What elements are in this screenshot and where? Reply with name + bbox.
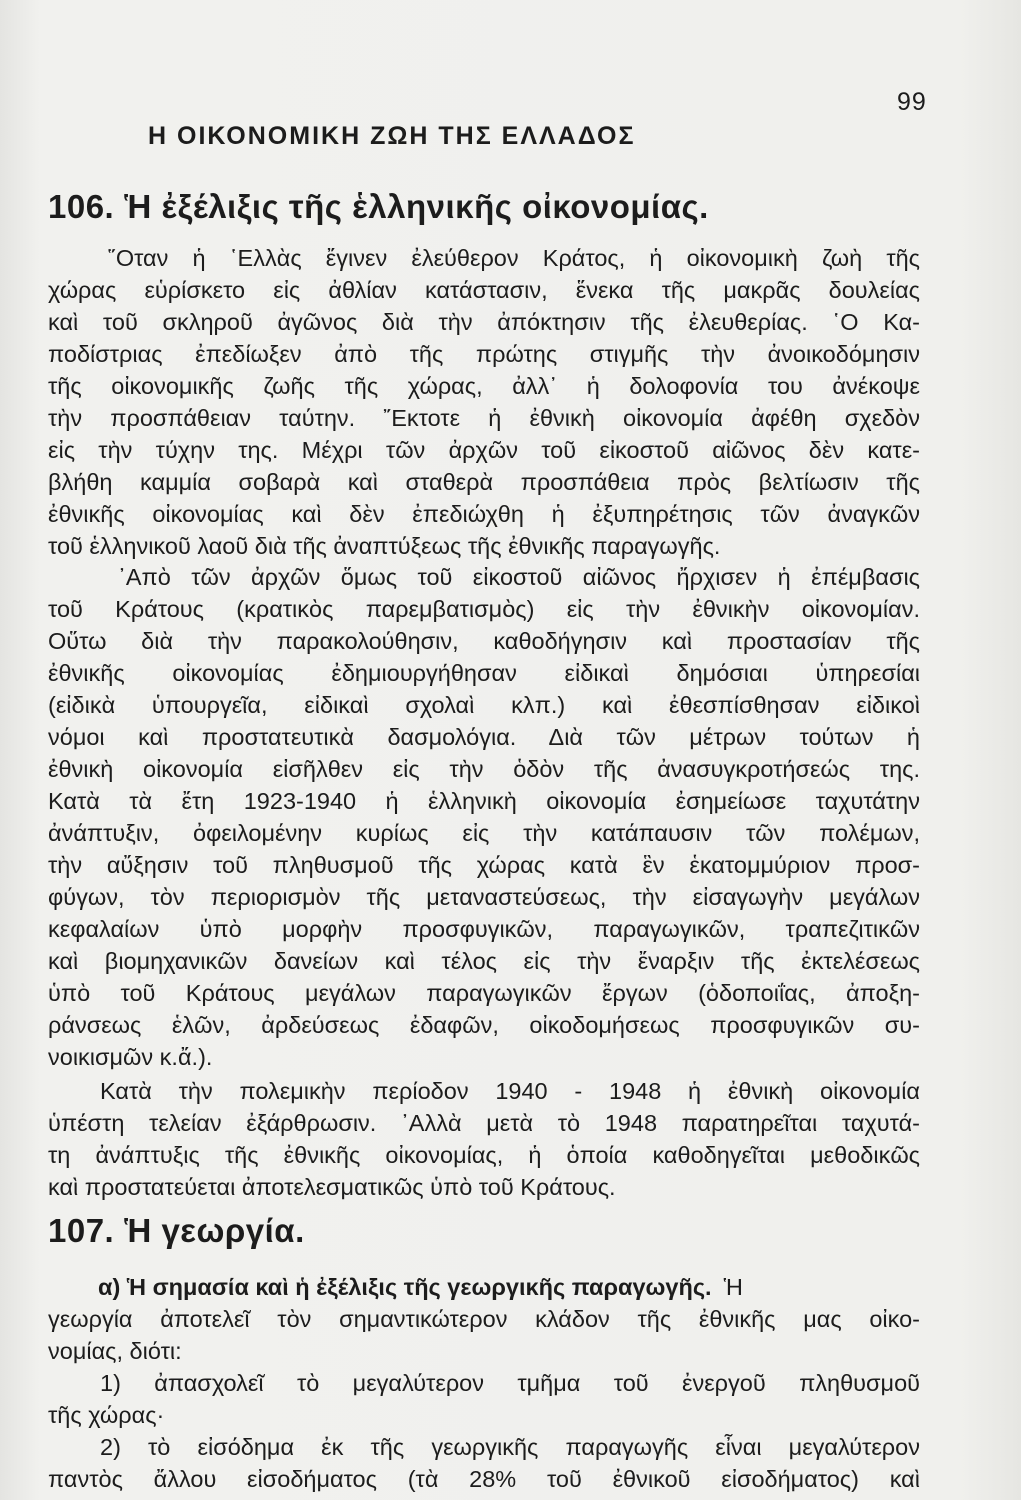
list-item: 2) τὸ εἰσόδημα ἐκ τῆς γεωργικῆς παραγωγῆς εἶναι μεγαλύτερον xyxy=(100,1434,920,1460)
paragraph-line: (εἰδικὰ ὑπουργεῖα, εἰδικαὶ σχολαὶ κλπ.) καὶ ἐθεσπίσθησαν εἰδικοὶ xyxy=(48,692,920,718)
list-item-continuation: παντὸς ἄλλου εἰσοδήματος (τὰ 28% τοῦ ἐθνικοῦ εἰσοδήματος) καὶ xyxy=(48,1466,920,1492)
paragraph-line: ράνσεως ἑλῶν, ἀρδεύσεως ἐδαφῶν, οἰκοδομήσεως προσφυγικῶν συ- xyxy=(48,1012,920,1038)
paragraph-line: τὴν προσπάθειαν ταύτην. ῎Εκτοτε ἡ ἐθνικὴ οἰκονομία ἀφέθη σχεδὸν xyxy=(48,405,920,431)
subsection-a-line xyxy=(48,1272,920,1302)
paragraph-line: τοῦ Κράτους (κρατικὸς παρεμβατισμὸς) εἰς τὴν ἐθνικὴν οἰκονομίαν. xyxy=(48,596,920,622)
paragraph-line: νόμοι καὶ προστατευτικὰ δασμολόγια. Διὰ τῶν μέτρων τούτων ἡ xyxy=(48,724,920,750)
paragraph-line: τῆς οἰκονομικῆς ζωῆς τῆς χώρας, ἀλλ᾿ ἡ δολοφονία του ἀνέκοψε xyxy=(48,373,920,399)
paragraph-line: χώρας εὑρίσκετο εἰς ἀθλίαν κατάστασιν, ἕνεκα τῆς μακρᾶς δουλείας xyxy=(48,277,920,303)
paragraph-line: ποδίστριας ἐπεδίωξεν ἀπὸ τῆς πρώτης στιγμῆς τὴν ἀνοικοδόμησιν xyxy=(48,341,920,367)
list-item: 1) ἀπασχολεῖ τὸ μεγαλύτερον τμῆμα τοῦ ἐνεργοῦ πληθυσμοῦ xyxy=(100,1370,920,1396)
section-107-title: Ἡ γεωργία. xyxy=(124,1212,305,1249)
paragraph-line: τοῦ ἑλληνικοῦ λαοῦ διὰ τῆς ἀναπτύξεως τῆς ἐθνικῆς παραγωγῆς. xyxy=(48,533,721,559)
paragraph-line: ᾿Απὸ τῶν ἀρχῶν ὅμως τοῦ εἰκοστοῦ αἰῶνος ἤρχισεν ἡ ἐπέμβασις xyxy=(118,564,920,590)
paragraph-line: Κατὰ τὰ ἔτη 1923-1940 ἡ ἑλληνικὴ οἰκονομία ἐσημείωσε ταχυτάτην xyxy=(48,788,920,814)
paragraph-line: ἐθνικῆς οἰκονομίας καὶ δὲν ἐπεδιώχθη ἡ ἐξυπηρέτησις τῶν ἀναγκῶν xyxy=(48,501,920,527)
paragraph-line: Κατὰ τὴν πολεμικὴν περίοδον 1940 - 1948 ἡ ἐθνικὴ οἰκονομία xyxy=(100,1078,920,1104)
subsection-a-heading: α) Ἡ σημασία καὶ ἡ ἐξέλιξις τῆς γεωργικῆς παραγωγῆς. xyxy=(98,1274,712,1300)
paragraph-line: γεωργία ἀποτελεῖ τὸν σημαντικώτερον κλάδον τῆς ἐθνικῆς μας οἰκο- xyxy=(48,1306,920,1332)
list-item-continuation: τῆς χώρας· xyxy=(48,1402,165,1428)
paragraph-line: βλήθη καμμία σοβαρὰ καὶ σταθερὰ προσπάθεια πρὸς βελτίωσιν τῆς xyxy=(48,469,920,495)
paragraph-line: καὶ βιομηχανικῶν δανείων καὶ τέλος εἰς τὴν ἔναρξιν τῆς ἐκτελέσεως xyxy=(48,948,920,974)
paragraph-line: φύγων, τὸν περιορισμὸν τῆς μεταναστεύσεως, τὴν εἰσαγωγὴν μεγάλων xyxy=(48,884,920,910)
paragraph-line: ἀνάπτυξιν, ὀφειλομένην κυρίως εἰς τὴν κατάπαυσιν τῶν πολέμων, xyxy=(48,820,920,846)
paragraph-line: τη ἀνάπτυξις τῆς ἐθνικῆς οἰκονομίας, ἡ ὁποία καθοδηγεῖται μεθοδικῶς xyxy=(48,1142,920,1168)
paragraph-line: κεφαλαίων ὑπὸ μορφὴν προσφυγικῶν, παραγωγικῶν, τραπεζιτικῶν xyxy=(48,916,920,942)
paragraph-line: ἐθνικῆς οἰκονομίας ἐδημιουργήθησαν εἰδικαὶ δημόσιαι ὑπηρεσίαι xyxy=(48,660,920,686)
subsection-a-first-word: Ἡ xyxy=(723,1274,743,1300)
paragraph-line: εἰς τὴν τύχην της. Μέχρι τῶν ἀρχῶν τοῦ εἰκοστοῦ αἰῶνος δὲν κατε- xyxy=(48,437,920,463)
paragraph-line: Οὕτω διὰ τὴν παρακολούθησιν, καθοδήγησιν καὶ προστασίαν τῆς xyxy=(48,628,920,654)
section-107-number: 107. xyxy=(48,1212,115,1249)
paragraph-line: ῞Οταν ἡ ῾Ελλὰς ἔγινεν ἐλεύθερον Κράτος, ἡ οἰκονομικὴ ζωὴ τῆς xyxy=(108,245,920,271)
paragraph-line: καὶ τοῦ σκληροῦ ἀγῶνος διὰ τὴν ἀπόκτησιν τῆς ἐλευθερίας. ῾Ο Κα- xyxy=(48,309,920,335)
paragraph-line: καὶ προστατεύεται ἀποτελεσματικῶς ὑπὸ τοῦ Κράτους. xyxy=(48,1174,616,1200)
paragraph-line: ὑπέστη τελείαν ἐξάρθρωσιν. ᾿Αλλὰ μετὰ τὸ 1948 παρατηρεῖται ταχυτά- xyxy=(48,1110,920,1136)
section-106-heading xyxy=(48,188,709,226)
section-106-number: 106. xyxy=(48,188,115,225)
paragraph-line: νομίας, διότι: xyxy=(48,1338,182,1364)
paragraph-line: νοικισμῶν κ.ἄ.). xyxy=(48,1044,213,1070)
section-107-heading xyxy=(48,1212,305,1250)
paragraph-line: τὴν αὔξησιν τοῦ πληθυσμοῦ τῆς χώρας κατὰ ἓν ἑκατομμύριον προσ- xyxy=(48,852,920,878)
section-106-title: Ἡ ἐξέλιξις τῆς ἑλληνικῆς οἰκονομίας. xyxy=(124,188,709,225)
paragraph-line: ἐθνικὴ οἰκονομία εἰσῆλθεν εἰς τὴν ὁδὸν τῆς ἀνασυγκροτήσεώς της. xyxy=(48,756,920,782)
paragraph-line: ὑπὸ τοῦ Κράτους μεγάλων παραγωγικῶν ἔργων (ὁδοποιΐας, ἀποξη- xyxy=(48,980,920,1006)
page-number: 99 xyxy=(897,88,927,116)
running-head: Η ΟΙΚΟΝΟΜΙΚΗ ΖΩΗ ΤΗΣ ΕΛΛΑΔΟΣ xyxy=(148,122,636,150)
